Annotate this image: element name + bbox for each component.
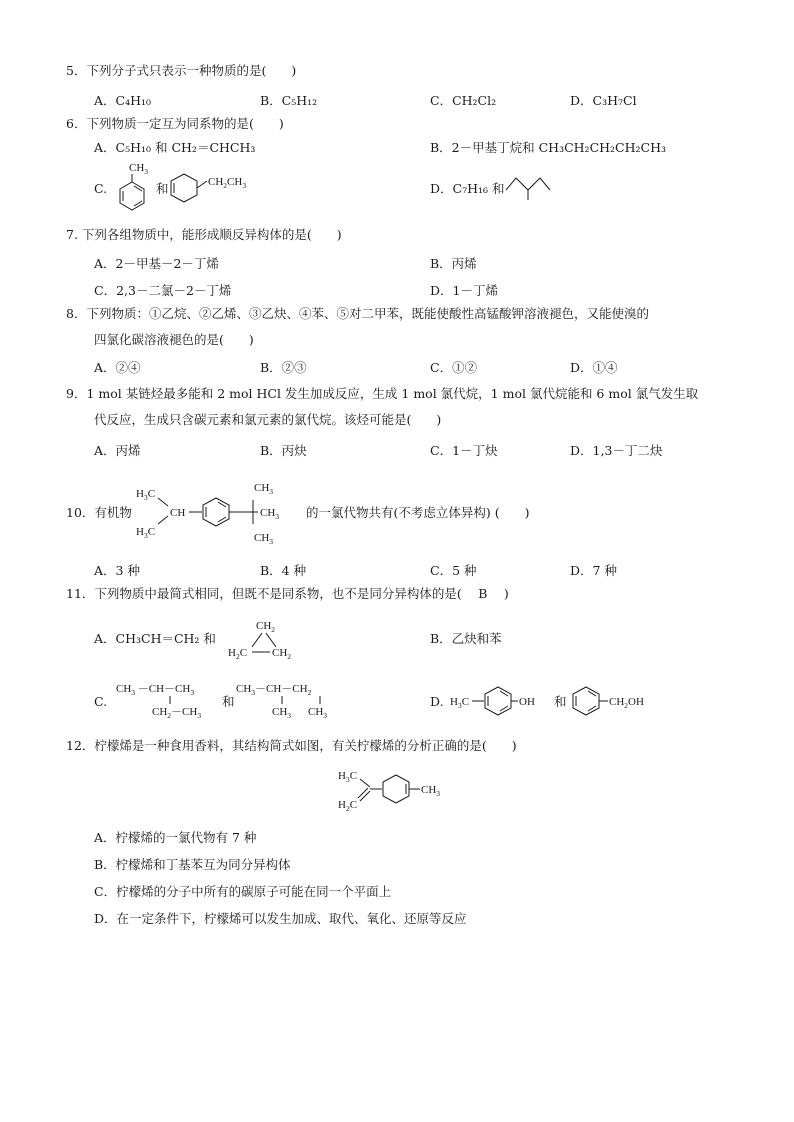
q11-stem: 11．下列物质中最简式相同，但既不是同系物，也不是同分异构体的是( B ) (66, 586, 509, 601)
q6-stem: 6．下列物质一定互为同系物的是( ) (66, 116, 284, 131)
q8-stem-line2: 四氯化碳溶液褪色的是( ) (94, 332, 254, 347)
q6-option-c-join: 和 (156, 181, 169, 196)
q10-stem-suffix: 的一氯代物共有(不考虑立体异构) ( ) (306, 505, 530, 520)
svg-text:CH2CH3: $CH_2CH_3$ (208, 176, 247, 190)
q7-stem: 7. 下列各组物质中，能形成顺反异构体的是( ) (66, 227, 342, 242)
svg-text:CH3: $CH_3$ (260, 507, 280, 521)
q12-option-c: C．柠檬烯的分子中所有的碳原子可能在同一个平面上 (94, 884, 392, 899)
q11-option-c-label: C. (94, 694, 108, 709)
q6-option-b: B．2－甲基丁烷和 CH₃CH₂CH₂CH₂CH₃ (430, 140, 666, 155)
q8-option-d: D．①④ (570, 360, 618, 375)
q11-option-b: B．乙炔和苯 (430, 631, 502, 646)
q11-option-a: A．CH₃CH＝CH₂ 和 (94, 631, 216, 646)
q7-option-d: D．1－丁烯 (430, 283, 498, 298)
svg-text:CH3: $CH_3$ (129, 162, 149, 176)
q11-option-c-structure-left (116, 680, 226, 720)
q10-option-c: C．5 种 (430, 563, 477, 578)
q8-option-b: B．②③ (260, 360, 307, 375)
q6-option-a: A．C₅H₁₀ 和 CH₂＝CHCH₃ (94, 140, 256, 155)
svg-text:H3C: $H_3C$ (136, 526, 156, 540)
svg-text:CH3: $CH_3$ (254, 532, 274, 546)
svg-text:H3C: $H_3C$ (136, 488, 156, 502)
q10-option-a: A．3 种 (94, 563, 140, 578)
q10-option-d: D．7 种 (570, 563, 617, 578)
q6-isobutane-skeleton (504, 172, 554, 202)
q9-stem-line2: 代反应，生成只含碳元素和氯元素的氯代烷。该烃可能是( ) (94, 412, 442, 427)
q8-option-a: A．②④ (94, 360, 141, 375)
svg-text:H3C: $H_3C$ (338, 770, 358, 784)
svg-text:CH2OH: $CH_2OH$ (609, 696, 644, 710)
q11-option-c-structure-right (236, 680, 346, 720)
svg-text:CH3: $CH_3$ (308, 706, 328, 720)
q11-option-c-join: 和 (222, 694, 235, 709)
q7-option-a: A．2－甲基－2－丁烯 (94, 256, 219, 271)
q11-option-d-label: D. (430, 694, 444, 709)
q8-option-c: C．①② (430, 360, 478, 375)
q9-stem-line1: 9．1 mol 某链烃最多能和 2 mol HCl 发生加成反应，生成 1 mol 氯代烷，1 mol 氯代烷能和 6 mol 氯气发生取 (66, 386, 699, 401)
svg-text:CH2: $CH_2$ (272, 647, 292, 661)
svg-text:CH3: $CH_3$ (421, 784, 441, 798)
q10-stem-prefix: 10．有机物 (66, 505, 132, 520)
q7-option-c: C．2,3－二氯－2－丁烯 (94, 283, 232, 298)
q6-option-c-label: C. (94, 181, 108, 196)
svg-text:CH3: $CH_3$ (254, 482, 274, 496)
svg-text:CH3: $CH_3$ (272, 706, 292, 720)
svg-text:CH3 －CH－CH3: $CH_3 -CH-CH_3$ (116, 683, 195, 697)
svg-text:CH: CH (170, 507, 186, 519)
q6-ethylcyclohexene-structure (170, 170, 270, 206)
svg-text:OH: OH (519, 696, 535, 708)
q12-option-a: A．柠檬烯的一氯代物有 7 种 (94, 830, 257, 845)
svg-text:CH2－CH3: $CH_2-CH_3$ (152, 706, 202, 720)
q9-option-b: B．丙炔 (260, 443, 307, 458)
q6-toluene-structure (112, 160, 152, 216)
svg-text:H2C: $H_2C$ (338, 799, 358, 813)
q10-option-b: B．4 种 (260, 563, 307, 578)
q10-molecule-structure (136, 478, 306, 548)
q5-option-a: A．C₄H₁₀ (94, 93, 152, 108)
svg-text:H2C: $H_2C$ (228, 647, 248, 661)
q8-stem-line1: 8．下列物质：①乙烷、②乙烯、③乙炔、④苯、⑤对二甲苯，既能使酸性高锰酸钾溶液褪色，又能使溴的 (66, 306, 649, 321)
q5-stem: 5．下列分子式只表示一种物质的是( ) (66, 63, 297, 78)
q12-stem: 12．柠檬烯是一种食用香料，其结构简式如图，有关柠檬烯的分析正确的是( ) (66, 738, 517, 753)
q12-limonene-structure (338, 763, 468, 813)
q11-cresol-structure (450, 685, 560, 717)
svg-text:CH3－CH－CH2: $CH_3-CH-CH_2$ (236, 683, 312, 697)
q6-option-d: D．C₇H₁₆ 和 (430, 181, 505, 196)
q12-option-d: D．在一定条件下，柠檬烯可以发生加成、取代、氧化、还原等反应 (94, 911, 467, 926)
q9-option-a: A．丙烯 (94, 443, 141, 458)
q5-option-c: C．CH₂Cl₂ (430, 93, 497, 108)
q12-option-b: B．柠檬烯和丁基苯互为同分异构体 (94, 857, 291, 872)
q11-cyclopropane-structure (226, 617, 306, 661)
q11-option-d-join: 和 (554, 694, 567, 709)
q9-option-d: D．1,3－丁二炔 (570, 443, 663, 458)
q7-option-b: B．丙烯 (430, 256, 477, 271)
svg-text:H3C: $H_3C$ (450, 696, 470, 710)
q11-benzyl-alcohol-structure (570, 685, 670, 717)
q9-option-c: C．1－丁炔 (430, 443, 498, 458)
q5-option-d: D．C₃H₇Cl (570, 93, 637, 108)
q5-option-b: B．C₅H₁₂ (260, 93, 318, 108)
svg-text:CH2: $CH_2$ (256, 620, 276, 634)
